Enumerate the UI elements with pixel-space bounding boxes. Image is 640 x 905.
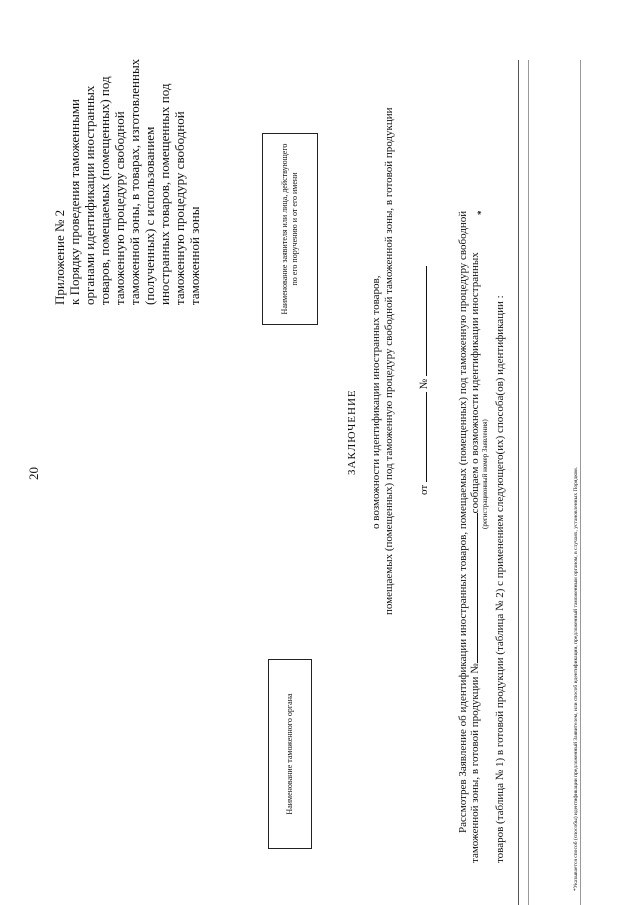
document-subtitle-1: о возможности идентификации иностранных товаров, — [370, 275, 382, 529]
separator-line — [580, 60, 581, 905]
from-label: от — [418, 484, 430, 495]
customs-authority-box — [268, 659, 312, 849]
paragraph-2-end: сообщаем о возможности идентификации иностранных — [469, 252, 481, 514]
appendix-line: органами идентификации иностранных — [82, 85, 97, 305]
appendix-line: таможенной зоны — [187, 206, 202, 305]
date-number-line — [418, 266, 430, 495]
footnote-marker: * — [476, 210, 486, 215]
number-blank — [426, 266, 427, 376]
page-number: 20 — [26, 467, 41, 480]
appendix-header — [52, 45, 202, 305]
appendix-line: таможенную процедуру свободной — [112, 111, 127, 305]
separator-line — [528, 60, 529, 905]
customs-authority-label: Наименование таможенного органа — [285, 693, 294, 815]
appendix-line: к Порядку проведения таможенными — [67, 98, 82, 305]
applicant-name-label: Наименование заявителя или лица, действующего по его поручению и от его имени — [280, 143, 299, 315]
appendix-line: (полученных) с использованием — [142, 126, 157, 305]
number-label: № — [418, 378, 430, 390]
registration-number-caption: (регистрационный номер Заявления) — [481, 419, 489, 529]
body-paragraph-1: Рассмотрев Заявление об идентификации иностранных товаров, помещаемых (помещенных) под таможенную процедуру свободной — [457, 210, 469, 833]
registration-number-blank — [477, 513, 478, 663]
date-blank — [426, 392, 427, 482]
footnote-text: *Указывается способ (способы) идентификации предложенный Заявителем, или способ идентификации, предложенный таможенным органом, в случаях, установленных Порядком. — [573, 466, 579, 891]
appendix-line: иностранных товаров, помещенных под — [157, 83, 172, 305]
separator-line — [518, 60, 519, 905]
paragraph-2-start: таможенной зоны, в готовой продукции № — [469, 663, 481, 863]
appendix-line: таможенную процедуру свободной — [172, 111, 187, 305]
body-paragraph-2 — [469, 252, 481, 863]
document-subtitle-2: помещаемых (помещенных) под таможенную процедуру свободной таможенной зоны, в готовой продукции — [383, 107, 395, 615]
document-title: ЗАКЛЮЧЕНИЕ — [346, 389, 358, 475]
applicant-name-box — [262, 133, 318, 325]
appendix-line: Приложение № 2 — [52, 209, 67, 305]
appendix-line: товаров, помещаемых (помещенных) под — [97, 76, 112, 305]
body-paragraph-3: товаров (таблица № 1) в готовой продукции (таблица № 2) с применением следующего(их) способа(ов) идентификации : — [494, 295, 506, 863]
appendix-line: таможенной зоны, в товарах, изготовленных — [127, 58, 142, 305]
